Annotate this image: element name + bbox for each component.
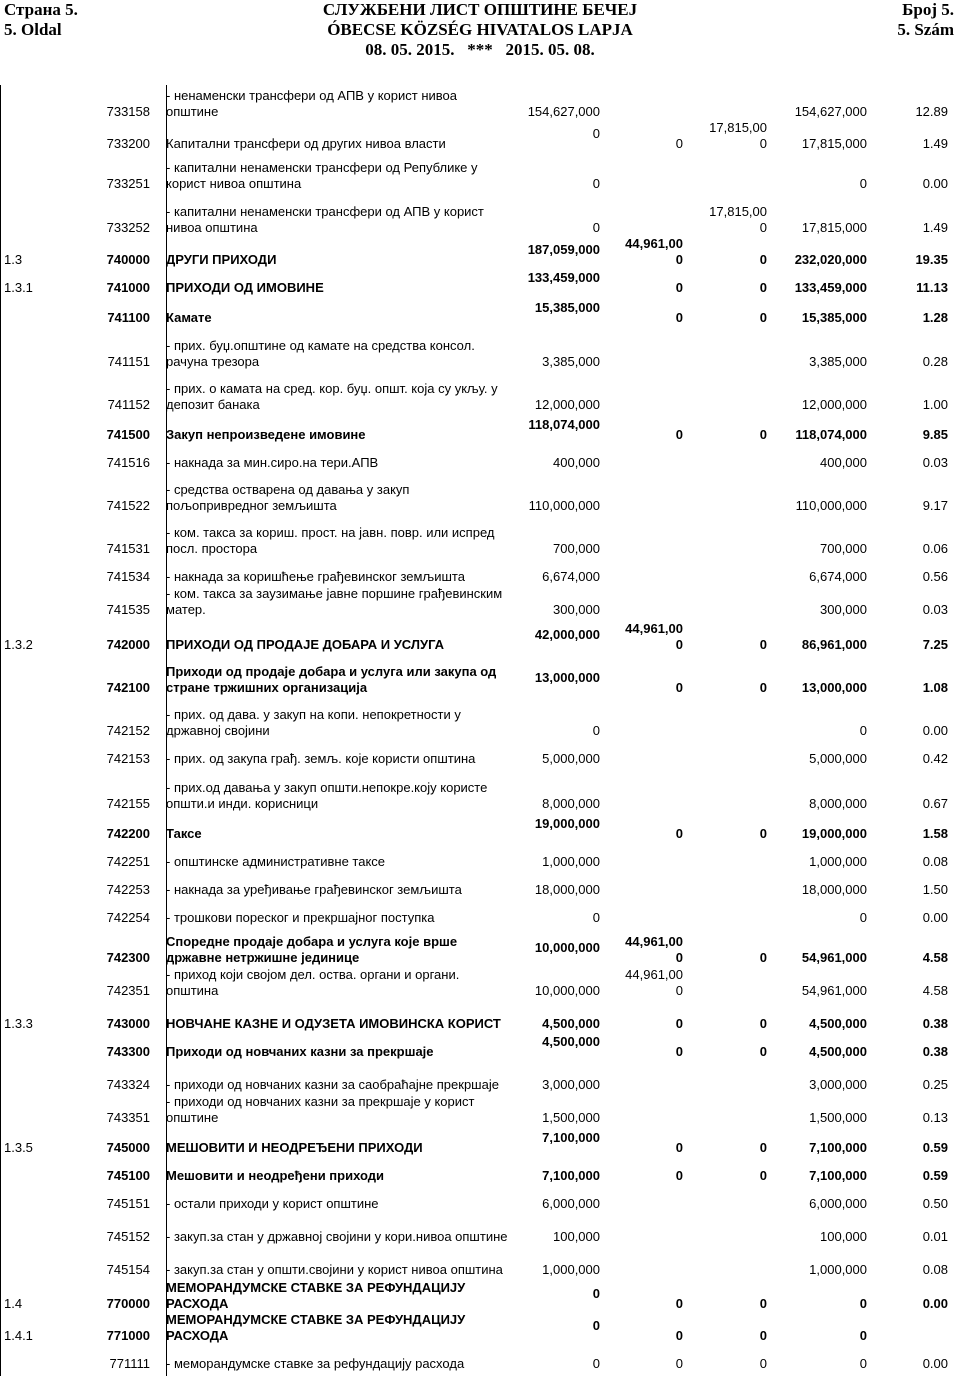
amount-total-cell: 3,385,000 (809, 354, 867, 369)
amount-total-cell: 86,961,000 (801, 637, 867, 652)
account-code-cell: 741535 (106, 602, 150, 617)
account-code-cell: 733252 (106, 220, 150, 235)
amount-budget-cell: 1,000,000 (542, 1262, 600, 1277)
percent-cell: 1.49 (922, 136, 948, 151)
account-code-cell: 742152 (106, 723, 150, 738)
category-cell: 1.3.5 (4, 1140, 33, 1155)
table-row (0, 1312, 960, 1348)
table-row (0, 930, 960, 970)
amount-total-cell: 100,000 (820, 1229, 867, 1244)
description-cell: - приходи од новчаних казни за саобраћајне прекршаје (166, 1077, 499, 1092)
amount-budget-cell: 18,000,000 (534, 882, 600, 897)
page-number-serbian: Страна 5. (4, 0, 78, 19)
amount-budget-cell: 8,000,000 (542, 796, 600, 811)
amount-other-cell: 17,815,00 0 (709, 204, 767, 235)
amount-other-cell: 0 (759, 637, 767, 652)
amount-own-cell: 0 (675, 427, 683, 442)
table-row (0, 374, 960, 417)
account-code-cell: 745152 (106, 1229, 150, 1244)
amount-total-cell: 5,000,000 (809, 751, 867, 766)
amount-total-cell: 0 (859, 176, 867, 191)
category-cell: 1.3.3 (4, 1016, 33, 1031)
percent-cell: 19.35 (915, 252, 948, 267)
issue-number-serbian: Број 5. (902, 0, 954, 19)
percent-cell: 0.50 (922, 1196, 948, 1211)
table-row (0, 475, 960, 518)
amount-other-cell: 0 (759, 1296, 767, 1311)
description-cell: Приходи од новчаних казни за прекршаје (166, 1044, 434, 1059)
percent-cell: 1.58 (922, 826, 948, 841)
amount-total-cell: 4,500,000 (809, 1044, 867, 1059)
account-code-cell: 742254 (106, 910, 150, 925)
description-cell: - капитални ненаменски трансфери од Републике у корист нивоа општина (166, 160, 478, 191)
account-code-cell: 741522 (106, 498, 150, 513)
percent-cell: 0.03 (922, 455, 948, 470)
amount-budget-cell: 0 (592, 176, 600, 191)
amount-budget-cell: 1,000,000 (542, 854, 600, 869)
table-row (0, 272, 960, 300)
amount-budget-cell: 7,100,000 (542, 1168, 600, 1183)
account-code-cell: 741152 (107, 397, 150, 412)
description-cell: - накнада за уређивање грађевинског земљишта (166, 882, 462, 897)
amount-other-cell: 0 (759, 280, 767, 295)
amount-total-cell: 0 (859, 1296, 867, 1311)
description-cell: - закуп.за стан у државној својини у кори.нивоа општине (166, 1229, 508, 1244)
amount-own-cell: 0 (675, 136, 683, 151)
amount-own-cell: 0 (675, 280, 683, 295)
amount-own-cell: 0 (675, 1016, 683, 1031)
table-row (0, 1160, 960, 1188)
amount-budget-cell: 0 (592, 1356, 600, 1371)
category-cell: 1.3 (4, 252, 23, 267)
amount-budget-cell: 154,627,000 (527, 104, 600, 119)
percent-cell: 11.13 (916, 280, 948, 295)
amount-budget-cell: 0 (592, 220, 600, 235)
table-row (0, 586, 960, 622)
description-cell: Камате (166, 310, 212, 325)
account-code-cell: 771111 (109, 1356, 150, 1371)
table-row (0, 1130, 960, 1160)
gazette-title-serbian: СЛУЖБЕНИ ЛИСТ ОПШТИНЕ БЕЧЕЈ (322, 0, 638, 19)
percent-cell: 1.08 (922, 680, 948, 695)
amount-budget-cell: 133,459,000 (527, 270, 600, 285)
amount-budget-cell: 110,000,000 (528, 498, 600, 513)
account-code-cell: 742200 (106, 826, 150, 841)
table-row (0, 622, 960, 657)
account-code-cell: 745154 (106, 1262, 150, 1277)
amount-budget-cell: 700,000 (553, 541, 600, 556)
amount-other-cell: 0 (759, 1044, 767, 1059)
table-row (0, 967, 960, 1003)
description-cell: ПРИХОДИ ОД ИМОВИНЕ (166, 280, 324, 295)
amount-own-cell: 0 (675, 826, 683, 841)
description-cell: - ненаменски трансфери од АПВ у корист нивоа општине (166, 88, 457, 119)
category-cell: 1.3.2 (4, 637, 33, 652)
amount-total-cell: 400,000 (820, 455, 867, 470)
account-code-cell: 742100 (106, 680, 150, 695)
table-row (0, 196, 960, 240)
category-cell: 1.4 (4, 1296, 23, 1311)
table-row (0, 743, 960, 771)
account-code-cell: 742153 (106, 751, 150, 766)
description-cell: Мешовити и неодређени приходи (166, 1168, 384, 1183)
amount-budget-cell: 6,000,000 (542, 1196, 600, 1211)
amount-budget-cell: 4,500,000 (542, 1016, 600, 1031)
amount-budget-cell: 42,000,000 (534, 627, 600, 642)
percent-cell: 0.25 (922, 1077, 948, 1092)
table-row (0, 447, 960, 475)
table-row (0, 1036, 960, 1064)
amount-budget-cell: 7,100,000 (542, 1130, 600, 1145)
amount-own-cell: 44,961,00 0 (625, 967, 683, 998)
description-cell: Капитални трансфери од других нивоа власти (166, 136, 446, 151)
amount-total-cell: 17,815,000 (801, 220, 867, 235)
amount-own-cell: 44,961,00 0 (625, 621, 683, 652)
amount-own-cell: 0 (675, 1140, 683, 1155)
amount-total-cell: 13,000,000 (801, 680, 867, 695)
amount-budget-cell: 3,385,000 (542, 354, 600, 369)
amount-other-cell: 17,815,00 0 (709, 120, 767, 151)
amount-other-cell: 0 (759, 1168, 767, 1183)
amount-total-cell: 0 (859, 1356, 867, 1371)
description-cell: Споредне продаје добара и услуга које врше државне нетржишне јединице (166, 934, 458, 965)
amount-total-cell: 0 (859, 723, 867, 738)
account-code-cell: 741531 (106, 541, 150, 556)
amount-total-cell: 154,627,000 (794, 104, 867, 119)
percent-cell: 0.00 (922, 1356, 948, 1371)
amount-other-cell: 0 (759, 950, 767, 965)
table-row (0, 417, 960, 447)
description-cell: МЕШОВИТИ И НЕОДРЕЂЕНИ ПРИХОДИ (166, 1140, 423, 1155)
account-code-cell: 741151 (107, 354, 150, 369)
description-cell: Закуп непроизведене имовине (166, 427, 366, 442)
amount-total-cell: 300,000 (820, 602, 867, 617)
table-row (0, 330, 960, 374)
amount-own-cell: 0 (675, 1328, 683, 1343)
percent-cell: 0.59 (922, 1168, 948, 1183)
issue-number-hungarian: 5. Szám (897, 20, 954, 39)
amount-budget-cell: 100,000 (553, 1229, 600, 1244)
account-code-cell: 741500 (106, 427, 150, 442)
gazette-date: 08. 05. 2015. *** 2015. 05. 08. (365, 40, 595, 59)
table-row (0, 1064, 960, 1097)
percent-cell: 9.85 (922, 427, 948, 442)
table-row (0, 700, 960, 743)
amount-total-cell: 8,000,000 (809, 796, 867, 811)
percent-cell: 0.00 (922, 176, 948, 191)
amount-other-cell: 0 (759, 680, 767, 695)
account-code-cell: 742000 (106, 637, 150, 652)
amount-total-cell: 1,500,000 (809, 1110, 867, 1125)
percent-cell: 0.38 (922, 1016, 948, 1031)
account-code-cell: 742253 (106, 882, 150, 897)
amount-total-cell: 6,674,000 (809, 569, 867, 584)
account-code-cell: 733200 (106, 136, 150, 151)
table-row (0, 120, 960, 156)
description-cell: Приходи од продаје добара и услуга или закупа од стране тржишних организација (166, 664, 497, 695)
description-cell: НОВЧАНЕ КАЗНЕ И ОДУЗЕТА ИМОВИНСКА КОРИСТ (166, 1016, 501, 1031)
percent-cell: 0.03 (922, 602, 948, 617)
account-code-cell: 745100 (106, 1168, 150, 1183)
amount-own-cell: 0 (675, 310, 683, 325)
amount-total-cell: 1,000,000 (809, 854, 867, 869)
percent-cell: 9.17 (922, 498, 948, 513)
amount-total-cell: 17,815,000 (801, 136, 867, 151)
percent-cell: 7.25 (922, 637, 948, 652)
description-cell: Таксе (166, 826, 202, 841)
description-cell: - приход који својом дел. оства. органи и органи. општина (166, 967, 460, 998)
page-header (0, 0, 960, 58)
table-row (0, 1188, 960, 1216)
account-code-cell: 740000 (106, 252, 150, 267)
amount-budget-cell: 5,000,000 (542, 751, 600, 766)
amount-budget-cell: 3,000,000 (542, 1077, 600, 1092)
percent-cell: 4.58 (922, 950, 948, 965)
percent-cell: 0.59 (922, 1140, 948, 1155)
account-code-cell: 741534 (106, 569, 150, 584)
table-row (0, 1282, 960, 1316)
percent-cell: 0.28 (922, 354, 948, 369)
description-cell: - средства остварена од давања у закуп пољопривредног земљишта (166, 482, 410, 513)
amount-total-cell: 3,000,000 (809, 1077, 867, 1092)
table-row (0, 300, 960, 330)
amount-budget-cell: 19,000,000 (534, 816, 600, 831)
account-code-cell: 742300 (106, 950, 150, 965)
amount-budget-cell: 0 (592, 723, 600, 738)
amount-total-cell: 4,500,000 (809, 1016, 867, 1031)
description-cell: - трошкови пореског и прекршајног поступка (166, 910, 435, 925)
amount-other-cell: 0 (759, 1356, 767, 1371)
description-cell: - остали приходи у корист општине (166, 1196, 379, 1211)
amount-total-cell: 232,020,000 (794, 252, 867, 267)
amount-total-cell: 133,459,000 (794, 280, 867, 295)
amount-total-cell: 7,100,000 (809, 1140, 867, 1155)
table-row (0, 85, 960, 124)
description-cell: - прих. о камата на сред. кор. буџ. општ. која су укљу. у депозит банака (166, 381, 498, 412)
description-cell: - накнада за мин.сиро.на тери.АПВ (166, 455, 379, 470)
table-row (0, 874, 960, 902)
amount-budget-cell: 0 (592, 1318, 600, 1333)
table-row (0, 902, 960, 930)
amount-total-cell: 18,000,000 (801, 882, 867, 897)
amount-budget-cell: 0 (592, 910, 600, 925)
description-cell: ДРУГИ ПРИХОДИ (166, 252, 277, 267)
description-cell: ПРИХОДИ ОД ПРОДАЈЕ ДОБАРА И УСЛУГА (166, 637, 445, 652)
account-code-cell: 741000 (106, 280, 150, 295)
table-row (0, 156, 960, 196)
percent-cell: 0.13 (922, 1110, 948, 1125)
amount-total-cell: 7,100,000 (809, 1168, 867, 1183)
account-code-cell: 741516 (106, 455, 150, 470)
amount-other-cell: 0 (759, 427, 767, 442)
percent-cell: 0.08 (922, 854, 948, 869)
description-cell: - прих. од закупа грађ. земљ. које користи општина (166, 751, 476, 766)
category-cell: 1.4.1 (4, 1328, 33, 1343)
amount-total-cell: 1,000,000 (809, 1262, 867, 1277)
table-row (0, 561, 960, 589)
account-code-cell: 742155 (106, 796, 150, 811)
amount-own-cell: 0 (675, 1296, 683, 1311)
description-cell: - општинске административне таксе (166, 854, 386, 869)
amount-own-cell: 0 (675, 1044, 683, 1059)
percent-cell: 1.49 (922, 220, 948, 235)
account-code-cell: 743000 (106, 1016, 150, 1031)
description-cell: - прих. од дава. у закуп на копи. непокретности у државној својини (166, 707, 461, 738)
percent-cell: 0.67 (922, 796, 948, 811)
account-code-cell: 741100 (107, 310, 150, 325)
amount-budget-cell: 118,074,000 (528, 417, 600, 432)
amount-total-cell: 110,000,000 (795, 498, 867, 513)
percent-cell: 12.89 (915, 104, 948, 119)
description-cell: - капитални ненаменски трансфери од АПВ у корист нивоа општина (166, 204, 484, 235)
description-cell: - меморандумске ставке за рефундацију расхода (166, 1356, 465, 1371)
amount-own-cell: 44,961,00 0 (625, 236, 683, 267)
percent-cell: 0.00 (922, 1296, 948, 1311)
amount-other-cell: 0 (759, 1016, 767, 1031)
description-cell: - накнада за коришћење грађевинског земљишта (166, 569, 465, 584)
amount-own-cell: 0 (675, 680, 683, 695)
percent-cell: 0.08 (922, 1262, 948, 1277)
account-code-cell: 745151 (106, 1196, 150, 1211)
amount-budget-cell: 12,000,000 (534, 397, 600, 412)
percent-cell: 0.56 (922, 569, 948, 584)
amount-total-cell: 19,000,000 (801, 826, 867, 841)
amount-own-cell: 0 (675, 1168, 683, 1183)
amount-budget-cell: 400,000 (553, 455, 600, 470)
description-cell: МЕМОРАНДУМСКЕ СТАВКЕ ЗА РЕФУНДАЦИЈУ РАСХОДА (166, 1280, 466, 1311)
amount-other-cell: 0 (759, 252, 767, 267)
amount-budget-cell: 1,500,000 (542, 1110, 600, 1125)
percent-cell: 0.38 (922, 1044, 948, 1059)
amount-own-cell: 44,961,00 0 (625, 934, 683, 965)
description-cell: - закуп.за стан у општи.својини у корист нивоа општина (166, 1262, 503, 1277)
gazette-title-hungarian: ÓBECSE KÖZSÉG HIVATALOS LAPJA (327, 20, 633, 39)
table-row (0, 236, 960, 272)
table-row (0, 816, 960, 846)
amount-total-cell: 54,961,000 (801, 950, 867, 965)
account-code-cell: 745000 (106, 1140, 150, 1155)
amount-budget-cell: 15,385,000 (534, 300, 600, 315)
account-code-cell: 743300 (106, 1044, 150, 1059)
amount-total-cell: 15,385,000 (801, 310, 867, 325)
description-cell: - ком. такса за заузимање јавне поршине грађевинским матер. (166, 586, 503, 617)
percent-cell: 1.00 (922, 397, 948, 412)
amount-budget-cell: 0 (592, 126, 600, 141)
percent-cell: 1.50 (922, 882, 948, 897)
account-code-cell: 733251 (106, 176, 150, 191)
amount-other-cell: 0 (759, 1140, 767, 1155)
amount-budget-cell: 13,000,000 (534, 670, 600, 685)
amount-budget-cell: 6,674,000 (542, 569, 600, 584)
description-cell: - прих. буџ.општине од камате на средства консол. рачуна трезора (166, 338, 475, 369)
amount-budget-cell: 4,500,000 (542, 1034, 600, 1049)
amount-total-cell: 0 (859, 1328, 867, 1343)
account-code-cell: 742351 (106, 983, 150, 998)
table-row (0, 518, 960, 561)
account-code-cell: 733158 (106, 104, 150, 119)
percent-cell: 0.42 (922, 751, 948, 766)
page-number-hungarian: 5. Oldal (4, 20, 62, 39)
table-row (0, 1348, 960, 1376)
account-code-cell: 743324 (106, 1077, 150, 1092)
amount-other-cell: 0 (759, 1328, 767, 1343)
table-row (0, 1216, 960, 1249)
amount-other-cell: 0 (759, 310, 767, 325)
percent-cell: 0.01 (922, 1229, 948, 1244)
account-code-cell: 770000 (106, 1296, 150, 1311)
description-cell: - ком. такса за кориш. прост. на јавн. повр. или испред посл. простора (166, 525, 495, 556)
table-row (0, 1249, 960, 1282)
account-code-cell: 743351 (106, 1110, 150, 1125)
table-row (0, 846, 960, 874)
amount-total-cell: 54,961,000 (801, 983, 867, 998)
percent-cell: 0.00 (922, 910, 948, 925)
amount-budget-cell: 10,000,000 (534, 983, 600, 998)
amount-other-cell: 0 (759, 826, 767, 841)
amount-budget-cell: 10,000,000 (534, 940, 600, 955)
amount-total-cell: 700,000 (820, 541, 867, 556)
amount-total-cell: 12,000,000 (801, 397, 867, 412)
description-cell: - приходи од новчаних казни за прекршаје у корист општине (166, 1094, 475, 1125)
table-row (0, 657, 960, 700)
amount-total-cell: 0 (859, 910, 867, 925)
table-row (0, 1003, 960, 1036)
description-cell: МЕМОРАНДУМСКЕ СТАВКЕ ЗА РЕФУНДАЦИЈУ РАСХОДА (166, 1312, 466, 1343)
percent-cell: 4.58 (922, 983, 948, 998)
account-code-cell: 771000 (106, 1328, 150, 1343)
amount-total-cell: 118,074,000 (795, 427, 867, 442)
table-row (0, 1094, 960, 1130)
description-cell: - прих.од давања у закуп општи.непокре.коју користе општи.и инди. корисници (166, 780, 488, 811)
percent-cell: 1.28 (922, 310, 948, 325)
table-row (0, 771, 960, 816)
amount-budget-cell: 300,000 (553, 602, 600, 617)
amount-budget-cell: 0 (592, 1286, 600, 1301)
account-code-cell: 742251 (106, 854, 150, 869)
amount-total-cell: 6,000,000 (809, 1196, 867, 1211)
amount-own-cell: 0 (675, 1356, 683, 1371)
amount-budget-cell: 187,059,000 (527, 242, 600, 257)
percent-cell: 0.06 (922, 541, 948, 556)
category-cell: 1.3.1 (4, 280, 33, 295)
percent-cell: 0.00 (922, 723, 948, 738)
